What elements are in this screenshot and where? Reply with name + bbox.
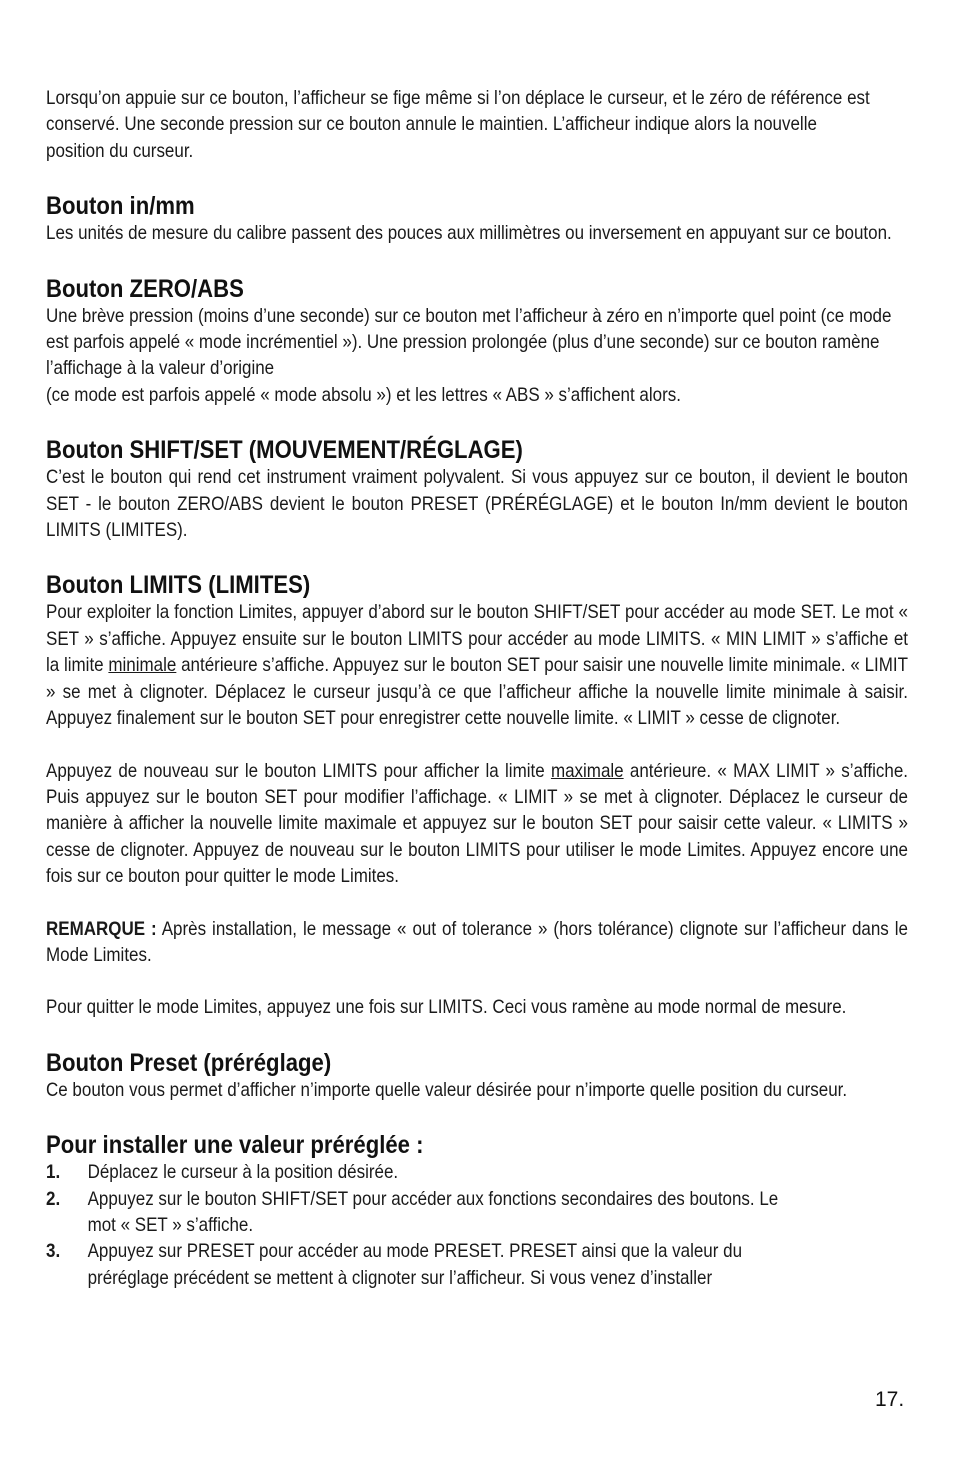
heading-zero-abs: Bouton ZERO/ABS — [46, 274, 244, 303]
step-number: 3. — [46, 1241, 61, 1263]
list-item — [46, 1239, 908, 1292]
heading-limits: Bouton LIMITS (LIMITES) — [46, 571, 311, 600]
list-item — [46, 1187, 908, 1240]
heading-preset: Bouton Preset (préréglage) — [46, 1048, 332, 1077]
step-text: Appuyez sur le bouton SHIFT/SET pour accéder aux fonctions secondaires des boutons. Le mot « SET » s’affiche. — [87, 1188, 779, 1236]
underlined-minimale: minimale — [108, 655, 177, 677]
preset-paragraph: Ce bouton vous permet d’afficher n’importe quelle valeur désirée pour n’importe quelle position du curseur. — [46, 1079, 848, 1101]
limits-p1-text-a: Pour exploiter la fonction Limites, appuyer d’abord sur le bouton SHIFT/SET pour accéder au mode SET. Le mot « SET » s’affiche. Appuyez ensuite sur le bouton LIMITS pour accéder au mode LIMITS. « MIN LIMIT » s’affiche et la limite — [46, 602, 908, 677]
page-number: 17. — [875, 1388, 905, 1411]
zero-abs-paragraph-1: Une brève pression (moins d’une seconde) sur ce bouton met l’afficheur à zéro en n’importe quel point (ce mode est parfois appelé « mode incrémentiel »). Une pression prolongée (plus d’une seconde) sur ce bouton ramène l’affichage à la valeur d’origine — [46, 305, 892, 380]
step-text: Appuyez sur PRESET pour accéder au mode PRESET. PRESET ainsi que la valeur du préréglage précédent se mettent à clignoter sur l’afficheur. Si vous venez d’installer — [87, 1241, 743, 1289]
heading-shift-set: Bouton SHIFT/SET (MOUVEMENT/RÉGLAGE) — [46, 436, 523, 465]
shift-set-paragraph: C’est le bouton qui rend cet instrument vraiment polyvalent. Si vous appuyez sur ce bouton, il devient le bouton SET - le bouton ZERO/ABS devient le bouton PRESET (PRÉRÉGLAGE) et le bouton In/mm devient le bouton LIMITS (LIMITES). — [46, 467, 908, 542]
list-item — [46, 1160, 908, 1186]
remark-paragraph — [46, 917, 908, 970]
steps-list — [46, 1160, 908, 1292]
remark-label: REMARQUE : — [46, 918, 157, 940]
limits-paragraph-1 — [46, 600, 908, 732]
limits-p2-text-a: Appuyez de nouveau sur le bouton LIMITS pour afficher la limite — [46, 760, 551, 782]
remark-text: Après installation, le message « out of tolerance » (hors tolérance) clignote sur l’afficheur dans le Mode Limites. — [46, 918, 909, 966]
zero-abs-paragraph-2: (ce mode est parfois appelé « mode absolu ») et les lettres « ABS » s’affichent alors. — [46, 384, 681, 406]
step-number: 2. — [46, 1188, 61, 1210]
intro-paragraph: Lorsqu’on appuie sur ce bouton, l’afficheur se fige même si l’on déplace le curseur, et le zéro de référence est conservé. Une seconde pression sur ce bouton annule le maintien. L’afficheur indique alors la nouvelle position du curseur. — [46, 88, 870, 162]
limits-p1-text-b: antérieure s’affiche. Appuyez sur le bouton SET pour saisir une nouvelle limite minimale. « LIMIT » se met à clignoter. Déplacez le curseur jusqu’à ce que l’afficheur affiche la nouvelle limite minimale à saisir. Appuyez finalement sur le bouton SET pour enregistrer cette nouvelle limite. « LIMIT » cesse de clignoter. — [46, 655, 909, 730]
underlined-maximale: maximale — [550, 760, 624, 782]
step-number: 1. — [46, 1162, 61, 1184]
limits-p2-text-b: antérieure. « MAX LIMIT » s’affiche. Puis appuyez sur le bouton SET pour modifier l’affichage. « LIMIT » se met à clignoter. Déplacez le curseur de manière à afficher la nouvelle limite maximale et appuyez sur le bouton SET pour saisir cette valeur. « LIMITS » cesse de clignoter. Appuyez de nouveau sur le bouton LIMITS pour utiliser le mode Limites. Appuyez encore une fois sur ce bouton pour quitter le mode Limites. — [46, 760, 908, 888]
document-page — [46, 86, 908, 1292]
limits-paragraph-3: Pour quitter le mode Limites, appuyez une fois sur LIMITS. Ceci vous ramène au mode normal de mesure. — [46, 997, 847, 1019]
step-text: Déplacez le curseur à la position désirée. — [87, 1162, 399, 1184]
heading-in-mm: Bouton in/mm — [46, 192, 195, 221]
limits-paragraph-2 — [46, 759, 908, 891]
in-mm-paragraph: Les unités de mesure du calibre passent des pouces aux millimètres ou inversement en appuyant sur ce bouton. — [46, 223, 892, 245]
heading-install-preset: Pour installer une valeur préréglée : — [46, 1131, 424, 1160]
